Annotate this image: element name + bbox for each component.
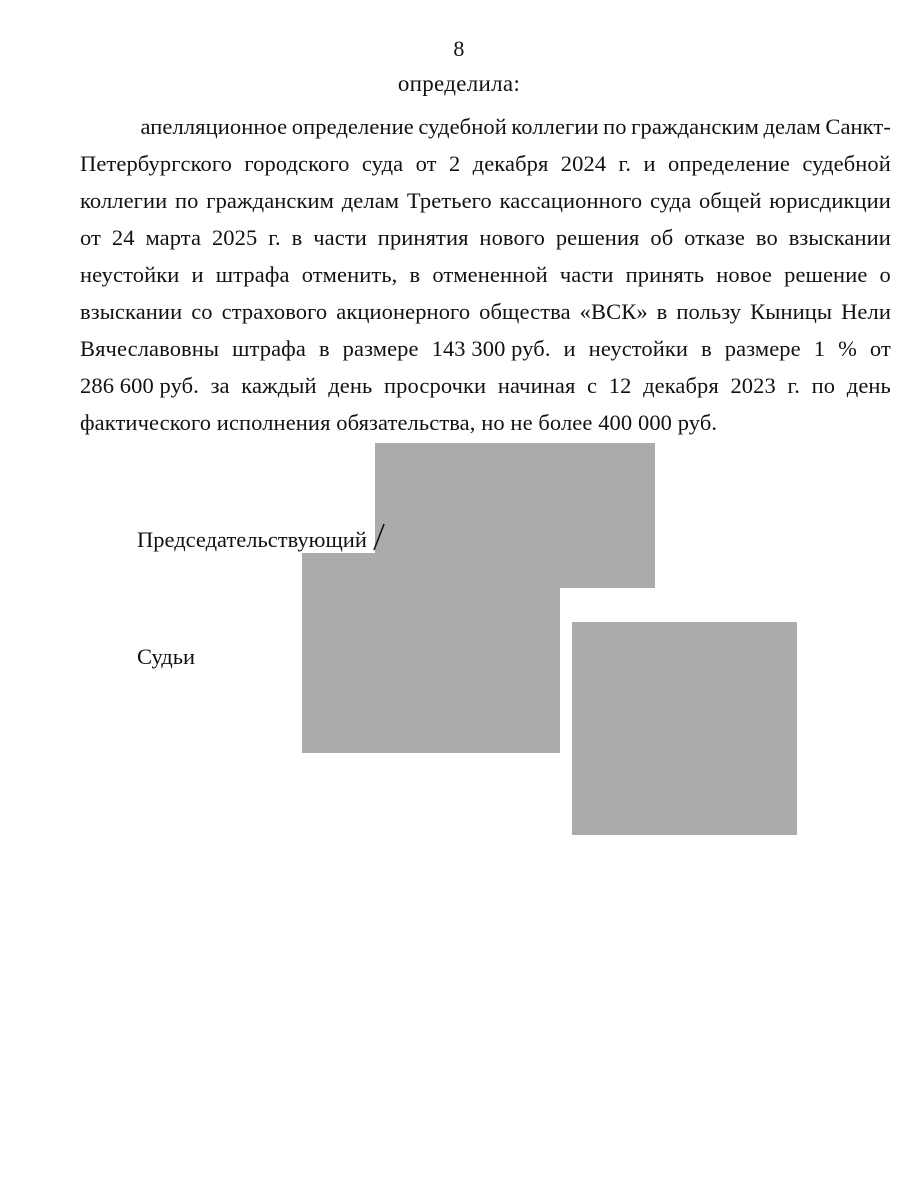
first-line-indent: [80, 108, 136, 145]
body-word: %: [838, 336, 857, 361]
body-word: отмененной: [432, 262, 548, 287]
body-word: неустойки: [80, 262, 180, 287]
body-word: отказе: [684, 225, 746, 250]
body-line: [80, 330, 891, 367]
body-word: неустойки: [588, 336, 689, 361]
body-word: апелляционное: [140, 114, 288, 139]
body-word: и: [191, 262, 204, 287]
body-line: фактического исполнения обязательства, но не более 400 000 руб.: [80, 410, 718, 435]
body-word: юрисдикции: [769, 188, 891, 213]
body-word: размере: [724, 336, 801, 361]
body-word: в: [318, 336, 330, 361]
signature-label-judges: Судьи: [137, 644, 196, 669]
body-word: судебной: [418, 114, 507, 139]
body-word: коллегии: [80, 188, 168, 213]
body-word: 2024: [560, 151, 607, 176]
body-word: день: [846, 373, 891, 398]
body-word: 2: [448, 151, 461, 176]
body-word: в: [409, 262, 421, 287]
body-word: пользу: [676, 299, 742, 324]
body-line: [80, 108, 891, 145]
body-word: день: [328, 373, 373, 398]
body-word: с: [587, 373, 598, 398]
body-word: по: [603, 114, 627, 139]
body-word: отменить,: [301, 262, 398, 287]
body-word: принятия: [377, 225, 469, 250]
body-word: акционерного: [336, 299, 471, 324]
body-word: и: [563, 336, 576, 361]
body-word: 2023: [730, 373, 776, 398]
body-word: определение: [291, 114, 414, 139]
page-number: 8: [453, 36, 465, 61]
body-word: по: [811, 373, 836, 398]
body-word: суда: [361, 151, 404, 176]
body-word: от: [415, 151, 437, 176]
body-word: 2025: [211, 225, 258, 250]
body-word: взыскании: [80, 299, 183, 324]
body-word: Вячеславовны: [80, 336, 220, 361]
body-word: о: [879, 262, 891, 287]
body-word: части: [559, 262, 614, 287]
body-word: 1: [813, 336, 826, 361]
body-word: решения: [555, 225, 640, 250]
body-word: начиная: [497, 373, 576, 398]
body-word: в: [656, 299, 668, 324]
body-word: принять: [625, 262, 705, 287]
body-word: определение: [667, 151, 791, 176]
body-word: коллегии: [511, 114, 599, 139]
body-line: [80, 145, 891, 182]
body-word: городского: [244, 151, 350, 176]
body-word: просрочки: [384, 373, 487, 398]
signature-label-presiding: Председательствующий: [137, 527, 367, 552]
body-word: от: [80, 225, 101, 250]
body-line: [80, 256, 891, 293]
body-word: Петербургского: [80, 151, 232, 176]
body-word: г.: [618, 151, 632, 176]
body-word: в: [701, 336, 712, 361]
body-line: [80, 293, 891, 330]
body-word: по: [175, 188, 199, 213]
body-word: делам: [341, 188, 400, 213]
body-word: общества: [479, 299, 571, 324]
body-word: «ВСК»: [579, 299, 648, 324]
body-word: Кыницы: [750, 299, 833, 324]
body-word: общей: [699, 188, 762, 213]
redaction-box: [572, 622, 797, 835]
body-word: декабря: [643, 373, 719, 398]
redaction-box: [302, 553, 560, 753]
body-word: нового: [479, 225, 545, 250]
body-line: [80, 219, 891, 256]
document-heading: определила:: [397, 71, 521, 96]
body-word: и: [643, 151, 656, 176]
body-word: 143 300 руб.: [431, 336, 551, 361]
body-word: марта: [145, 225, 202, 250]
body-word: 286 600 руб.: [80, 373, 199, 398]
body-word: каждый: [241, 373, 317, 398]
body-word: в: [291, 225, 303, 250]
body-word: Третьего: [406, 188, 492, 213]
body-word: во: [755, 225, 778, 250]
body-word: гражданским: [631, 114, 759, 139]
body-word: штрафа: [215, 262, 290, 287]
body-word: за: [210, 373, 230, 398]
body-word: делам: [763, 114, 821, 139]
body-line: [80, 182, 891, 219]
body-word: гражданским: [206, 188, 335, 213]
body-word: решение: [784, 262, 868, 287]
body-word: со: [191, 299, 213, 324]
body-word: страхового: [221, 299, 328, 324]
body-word: Нели: [841, 299, 891, 324]
body-word: части: [313, 225, 367, 250]
body-word: взыскании: [788, 225, 891, 250]
body-word: г.: [787, 373, 801, 398]
body-word: судебной: [802, 151, 891, 176]
body-word: новое: [716, 262, 773, 287]
body-line: [80, 367, 891, 404]
body-word: суда: [649, 188, 692, 213]
body-word: Санкт-: [825, 114, 891, 139]
body-word: декабря: [472, 151, 549, 176]
body-word: 12: [608, 373, 632, 398]
body-word: штрафа: [232, 336, 306, 361]
body-word: размере: [342, 336, 419, 361]
body-word: г.: [268, 225, 281, 250]
body-word: 24: [111, 225, 135, 250]
body-word: от: [869, 336, 891, 361]
document-body: [80, 108, 891, 441]
body-word: кассационного: [499, 188, 643, 213]
body-word: об: [650, 225, 674, 250]
